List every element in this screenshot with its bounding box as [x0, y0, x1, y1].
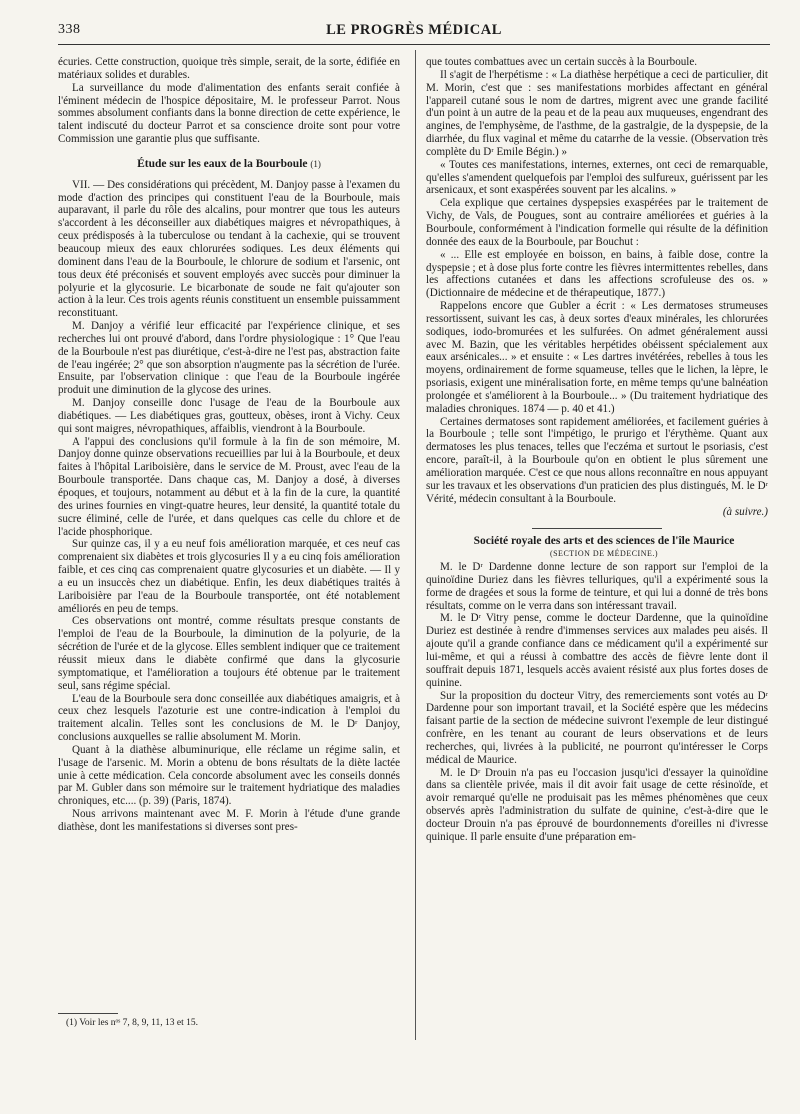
body-paragraph: Ces observations ont montré, comme résultats presque constants de l'emploi de l'eau de la Bourboule, la diminution de la polyurie, de la sécrétion de l'urée et de la glycose. Elles semblent indiquer que ce traitement réussit mieux dans le diabète confirmé que dans la glycosurie symptomatique, et l'amélioration a toujours été obtenue par le traitement seul, sans régime spécial.	[58, 615, 400, 692]
society-title: Société royale des arts et des sciences de l'île Maurice	[473, 535, 735, 548]
section-rule	[532, 528, 662, 529]
body-paragraph: Quant à la diathèse albuminurique, elle réclame un régime salin, et l'usage de l'arsenic. M. Morin a obtenu de bons résultats de la diète lactée unie à cette médication. Cela concorde absolument avec les conseils donnés par M. Gubler dans son mémoire sur le traitement hydriatique des maladies chroniques, etc.... (p. 39) (Paris, 1874).	[58, 743, 400, 808]
body-paragraph: L'eau de la Bourboule sera donc conseillée aux diabétiques amaigris, et à ceux chez lesquels l'azoturie est une contre-indication à l'emploi du traitement alcalin. Telles sont les conclusions de M. le Dʳ Danjoy, conclusions auxquelles se rallie absolument M. Morin.	[58, 692, 400, 744]
footnote-rule	[58, 1013, 118, 1014]
body-paragraph: Rappelons encore que Gubler a écrit : « Les dermatoses strumeuses ressortissent, suivant les cas, à deux sortes d'eaux minérales, les chlorurées sodiques, iodo-bromurées et les sulfurées. On admet généralement aussi avec M. Bazin, que les véritables herpétides obéissent spécialement aux eaux arsénicales... » et ensuite : « Les dartres invétérées, rebelles à tous les moyens, ordinairement de forme squameuse, telles que le lichen, la lèpre, le psoriasis, exigent une minéralisation forte, en même temps qu'une balnéation prolongée et s'améliorent à la Bourboule... » (Du traitement hydriatique des maladies chroniques. 1874 — p. 40 et 41.)	[426, 300, 768, 415]
to-be-continued: (à suivre.)	[722, 505, 768, 518]
intro-paragraph: La surveillance du mode d'alimentation des enfants serait confiée à l'éminent médecin de l'hospice dépositaire, M. le professeur Parrot. Nous sommes absolument confiants dans la bonne direction de cette expérience, le talent indiscuté du docteur Parrot et sa conscience droite sont pour votre Commission une garantie plus que suffisante.	[58, 81, 400, 146]
society-paragraph: M. le Dʳ Vitry pense, comme le docteur Dardenne, que la quinoïdine Duriez est destinée à rendre d'immenses services aux malades peu aisés. Il ajoute qu'il a grande confiance dans ce médicament qu'il a expérimenté sur lui-même, et qui a réussi à combattre des accès de fièvre lente dont il souffrait depuis 1871, lesquels accès avaient résisté aux plus fortes doses de quinine.	[426, 612, 768, 689]
left-column	[58, 56, 400, 834]
column-divider	[415, 50, 416, 1040]
body-paragraph: Cela explique que certaines dyspepsies exaspérées par le traitement de Vichy, de Vals, de Pougues, sont au contraire améliorées et guéries à la Bourboule, conformément à l'indication formelle qui résulte de la définition donnée des eaux de la Bourboule, par Bouchut :	[426, 197, 768, 248]
society-subtitle: (SECTION DE MÉDECINE.)	[549, 549, 659, 559]
intro-paragraph: écuries. Cette construction, quoique très simple, serait, de la sorte, édifiée en matériaux solides et durables.	[58, 56, 400, 81]
page-number: 338	[58, 22, 81, 37]
section-title-text: Étude sur les eaux de la Bourboule	[137, 157, 308, 170]
footnote: (1) Voir les nᵒˢ 7, 8, 9, 11, 13 et 15.	[66, 1018, 199, 1028]
body-paragraph: « ... Elle est employée en boisson, en bains, à faible dose, contre la dyspepsie ; et à dose plus forte contre les fièvres intermittentes rebelles, dans les affections cutanées et dans les affections scrofuleuse des os. » (Dictionnaire de médecine et de thérapeutique, 1877.)	[426, 248, 768, 300]
journal-title: LE PROGRÈS MÉDICAL	[326, 22, 502, 38]
right-column	[426, 56, 768, 844]
body-paragraph: « Toutes ces manifestations, internes, externes, ont ceci de remarquable, qu'elles s'amendent quelquefois par l'emploi des sulfureux, guérissent par les arsenicaux, et sont exaspérées souvent par les alcalins. »	[426, 158, 768, 197]
section-title-note: (1)	[310, 158, 321, 169]
body-paragraph: A l'appui des conclusions qu'il formule à la fin de son mémoire, M. Danjoy donne quinze observations recueillies par lui à la Bourboule, et deux faites à l'hôpital Lariboisière, dans le service de M. Proust, avec l'eau de la Bourboule transportée. Dans chaque cas, M. Danjoy a dosé, à diverses époques, et toujours, notamment au début et à la fin de la cure, la quantité des urines fournies en vingt-quatre heures, leur densité, la quantité totale du sucre éliminé, celle de l'urée, et dans quelques cas celle du chlore et de l'acide phosphorique.	[58, 435, 400, 538]
body-paragraph: M. Danjoy conseille donc l'usage de l'eau de la Bourboule aux diabétiques. — Les diabétiques gras, goutteux, obèses, iront à Vichy. Ceux qui sont maigres, névropathiques, affaiblis, viendront à la Bourboule.	[58, 397, 400, 435]
body-paragraph: VII. — Des considérations qui précèdent, M. Danjoy passe à l'examen du mode d'action des principes qui constituent l'eau de la Bourboule, mais auparavant, il parle du rôle des alcalins, pour montrer que tous les auteurs s'accordent à les déconseiller aux diabétiques maigres et névropathiques, à ceux prédisposés à la tuberculose ou tendant à la cachexie, qui se trouvent beaucoup mieux des eaux chlorurées sodiques. Les deux éléments qui dominent dans l'eau de la Bourboule, le chlorure de sodium et l'arsenic, ont tous deux été préconisés et souvent employés avec succès pour diminuer la polyurie et la glycosurie. Le bicarbonate de soude ne fait qu'ajouter son action à la leur. Ces trois agents réunis constituent un ensemble puissamment reconstituant.	[58, 178, 400, 320]
section-title	[58, 158, 400, 171]
society-paragraph: M. le Dʳ Drouin n'a pas eu l'occasion jusqu'ici d'essayer la quinoïdine dans sa clientèle privée, mais il dit avoir fait usage de cette résinoïde, et avoir remarqué qu'elle ne produisait pas les mêmes phénomènes que ceux observés après l'administration du sulfate de quinine, c'est-à-dire que le docteur Drouin n'a pas éprouvé de bourdonnements d'oreilles ni d'ivresse quinique. Il parle ensuite d'une préparation em-	[426, 766, 768, 843]
body-paragraph: Certaines dermatoses sont rapidement améliorées, et facilement guéries à la Bourboule ; telle sont l'impétigo, le prurigo et l'érythème. Quant aux dermatoses les plus tenaces, telles que l'eczéma et surtout le psoriasis, c'est encore, paraît-il, à la Bourboule qu'on en obtient le plus sûrement une amélioration marquée. C'est ce que nous allons reconnaître en nous appuyant sur les travaux et les observations d'un praticien des plus distingués, M. le Dʳ Vérité, médecin consultant à la Bourboule.	[426, 415, 768, 505]
body-paragraph: M. Danjoy a vérifié leur efficacité par l'expérience clinique, et ses recherches lui ont prouvé d'abord, dans l'ordre physiologique : 1° Que l'eau de la Bourboule n'est pas diurétique, c'est-à-dire ne l'est pas, abstraction faite de l'eau ingérée; 2° que son absorption n'augmente pas la sécrétion de l'urée. Ensuite, par l'observation clinique : que l'eau de la Bourboule ingérée produit une diminution de la glycose des urines.	[58, 320, 400, 397]
page-header	[58, 22, 770, 44]
body-paragraph: Nous arrivons maintenant avec M. F. Morin à l'étude d'une grande diathèse, dont les manifestations si diverses sont pres-	[58, 808, 400, 833]
body-paragraph: Sur quinze cas, il y a eu neuf fois amélioration marquée, et ces neuf cas comprenaient six diabètes et trois glycosuries Il y a eu cinq fois amélioration faible, et ces cinq cas comprenaient quatre glycosuries et un diabète. — Il y a eu un insuccès chez un diabétique. Enfin, les deux diabétiques traités à Lariboisière par l'eau de la Bourboule transportée, ont été notablement améliorés en peu de temps.	[58, 538, 400, 615]
society-paragraph: Sur la proposition du docteur Vitry, des remerciements sont votés au Dʳ Dardenne pour son important travail, et la Société espère que les médecins faisant partie de la section de médecine suivront l'exemple de leur distingué confrère, en les tenant au courant de leurs observations et de leurs recherches, qui, livrées à la publicité, ne pourront qu'intéresser le Corps médical de Maurice.	[426, 689, 768, 766]
body-paragraph: que toutes combattues avec un certain succès à la Bourboule.	[426, 56, 698, 68]
header-rule	[58, 44, 770, 45]
body-paragraph: Il s'agit de l'herpétisme : « La diathèse herpétique a ceci de particulier, dit M. Morin, c'est que : ses manifestations morbides affectant en général l'appareil cutané sous le nom de dartres, migrent avec une grande facilité d'un point à un autre de la peau et de la peau aux muqueuses, engendrant des angines, de l'emphysème, de l'asthme, de la gastralgie, de la dyspepsie, de la diarrhée, du flux vaginal et même du catarrhe de la vessie. (Observation très complète du Dʳ Emile Bégin.) »	[426, 68, 768, 158]
society-paragraph: M. le Dʳ Dardenne donne lecture de son rapport sur l'emploi de la quinoïdine Duriez dans les fièvres telluriques, qu'il a expérimenté sous la forme de dragées et sous la forme de teinture, et qui lui a donné de très bons résultats, comme on le verra dans son intéressant travail.	[426, 561, 768, 612]
